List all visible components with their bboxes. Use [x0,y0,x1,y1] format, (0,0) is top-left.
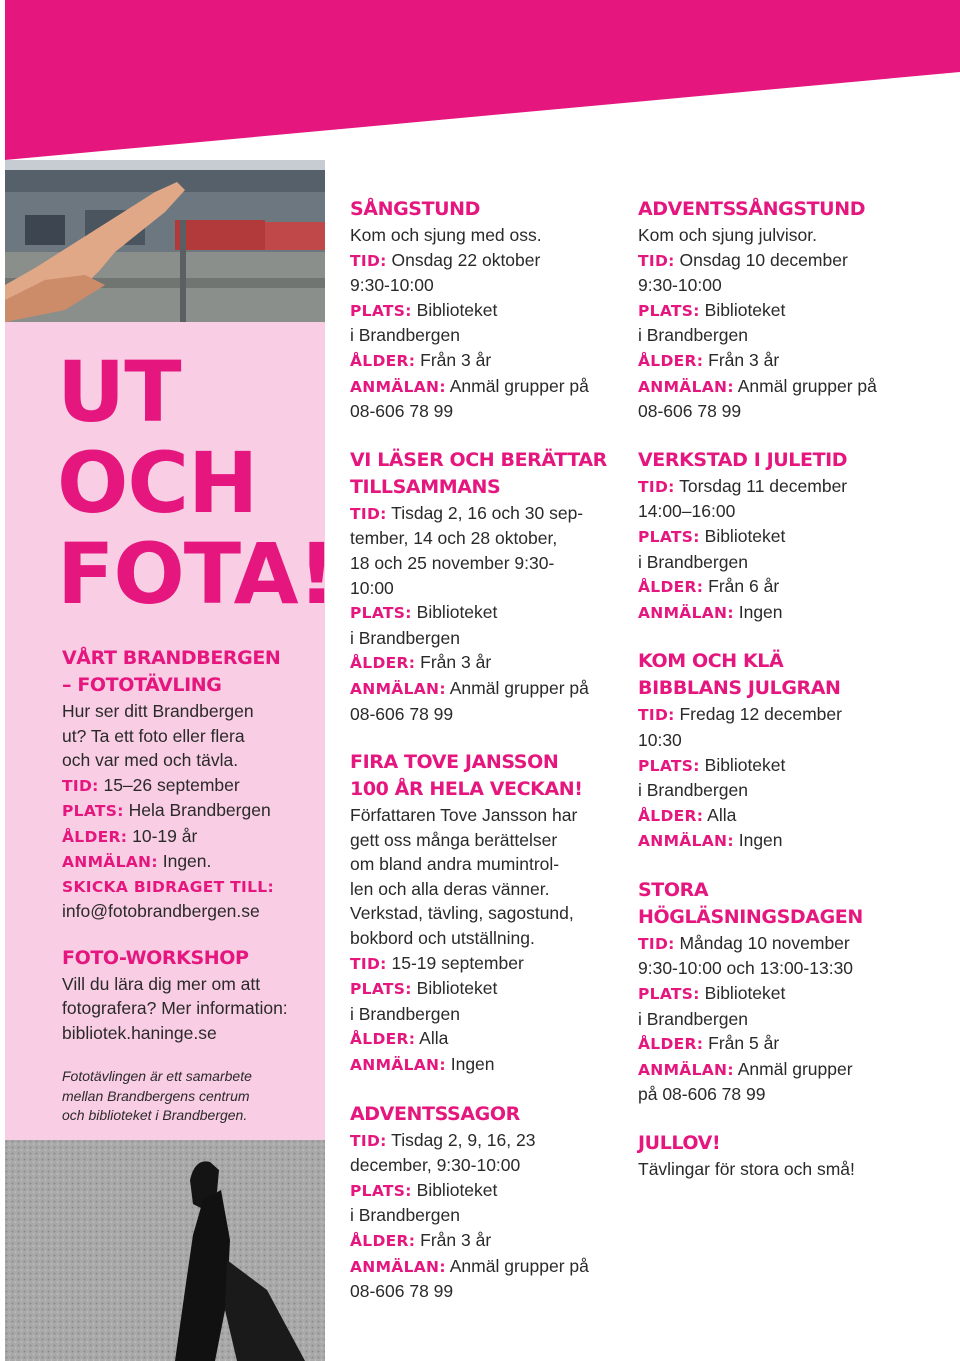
tid-value: Måndag 10 november [679,932,850,953]
event-jullov [638,1130,928,1182]
event-text-3: om bland andra mumintrol- [350,854,560,875]
alder-label: ÅLDER: [350,351,416,370]
plats-value: Biblioteket [704,983,786,1004]
event-tid-4: 10:00 [350,577,394,598]
photo-station-image [5,160,325,322]
event-alder [638,803,928,829]
anmalan-value: Ingen [738,601,783,622]
event-heading: VERKSTAD I JULETID [638,448,848,471]
anmalan-label: ANMÄLAN: [638,1060,734,1079]
plats-value: Hela Brandbergen [128,800,271,820]
event-julgran [638,648,928,854]
plats-label: PLATS: [350,1181,412,1200]
alder-value: Från 3 år [420,349,492,370]
hero-title [57,343,335,623]
event-anmalan [638,600,928,626]
event-text-5: Verkstad, tävling, sagostund, [350,903,574,924]
event-heading-2: HÖGLÄSNINGSDAGEN [638,905,863,928]
plats-value: Biblioteket [416,1179,498,1200]
plats-label: PLATS: [62,802,124,820]
tid-value: Onsdag 10 december [679,249,848,270]
alder-value: Från 3 år [420,1230,492,1250]
anmalan-label: ANMÄLAN: [638,377,734,396]
plats-label: PLATS: [638,756,700,775]
competition-heading-1: VÅRT BRANDBERGEN [62,647,281,669]
alder-value: Alla [707,804,737,825]
event-verkstad [638,447,928,626]
event-plats-2: i Brandbergen [638,325,748,346]
event-heading-1: VI LÄSER OCH BERÄTTAR [350,448,607,471]
event-tid-3: 18 och 25 november 9:30- [350,552,555,573]
event-plats-2: i Brandbergen [350,325,460,346]
competition-text-2: ut? Ta ett foto eller flera [62,725,245,746]
anmalan-label: ANMÄLAN: [350,679,446,698]
photo-legs-boots [5,1140,325,1361]
event-alder [638,574,928,600]
event-heading: ADVENTSSÅNGSTUND [638,198,866,220]
event-plats [350,298,640,324]
anmalan-value: Ingen. [162,851,212,871]
event-plats-2: i Brandbergen [638,780,748,801]
event-adventssangstund [638,196,928,424]
alder-value: 10-19 år [132,825,198,846]
event-anmalan [350,374,640,400]
competition-text-1: Hur ser ditt Brandbergen [62,701,254,721]
event-alder [638,1031,928,1057]
event-heading: ADVENTSSAGOR [350,1102,520,1125]
tid-label: TID: [62,776,99,795]
event-tid [350,501,640,527]
competition-heading-2: – FOTOTÄVLING [62,674,222,696]
event-tid [638,474,928,500]
anmalan-label: ANMÄLAN: [350,1257,446,1276]
plats-value: Biblioteket [704,299,786,320]
event-plats [638,981,928,1007]
tid-value: 15–26 september [103,774,240,795]
contest-email-link[interactable]: info@fotobrandbergen.se [62,901,260,921]
event-tid-2: 9:30-10:00 [638,275,722,296]
alder-value: Från 5 år [708,1033,780,1054]
event-heading-1: KOM OCH KLÄ [638,650,784,673]
alder-label: ÅLDER: [350,654,416,673]
hero-line-2: OCH [57,434,258,532]
event-plats-2: i Brandbergen [350,1205,460,1226]
competition-text-3: och var med och tävla. [62,750,239,770]
plats-label: PLATS: [638,301,700,320]
anmalan-value: Anmäl grupper på [449,1255,589,1276]
competition-anmalan [62,849,324,875]
event-heading-1: FIRA TOVE JANSSON [350,751,559,774]
alder-label: ÅLDER: [350,1232,416,1250]
event-anmalan [350,1052,640,1078]
anmalan-value: Ingen [738,830,783,851]
anmalan-value: Anmäl grupper på [449,375,589,396]
event-alder [638,348,928,374]
event-plats [638,753,928,779]
note-line-1: Fototävlingen är ett samarbete [62,1068,252,1084]
event-plats-2: i Brandbergen [638,1008,748,1029]
event-tid-2: 14:00–16:00 [638,501,736,522]
event-tid-2: 10:30 [638,729,682,750]
event-anmalan [638,1057,928,1083]
workshop-text-1: Vill du lära dig mer om att [62,973,261,994]
event-tid-2: 9:30-10:00 [350,275,434,296]
competition-alder [62,824,324,850]
workshop-link[interactable]: bibliotek.haninge.se [62,1022,217,1043]
plats-label: PLATS: [638,985,700,1004]
anmalan-label: ANMÄLAN: [350,1056,446,1075]
plats-label: PLATS: [638,527,700,546]
tid-label: TID: [638,477,675,496]
collaboration-note [62,1067,324,1126]
competition-plats [62,798,324,824]
alder-label: ÅLDER: [62,827,128,846]
event-phone: 08-606 78 99 [350,1281,454,1302]
anmalan-label: ANMÄLAN: [638,832,734,851]
anmalan-value: Anmäl grupper på [449,677,589,698]
plats-label: PLATS: [350,301,412,320]
plats-value: Biblioteket [416,602,498,623]
event-heading-2: 100 ÅR HELA VECKAN! [350,778,583,801]
event-tid-2: tember, 14 och 28 oktober, [350,528,558,549]
event-phone: på 08-606 78 99 [638,1084,766,1105]
event-intro: Kom och sjung med oss. [350,225,542,245]
page-title: BIBLIOTEKET I BRANDBERGEN [60,15,843,119]
event-heading-1: STORA [638,878,709,901]
photo-asphalt-image [5,1140,325,1361]
tid-value: 15-19 september [391,952,524,973]
alder-label: ÅLDER: [638,806,704,825]
event-tid-2: 9:30-10:00 och 13:00-13:30 [638,958,854,979]
hero-line-1: UT [57,343,181,441]
anmalan-label: ANMÄLAN: [350,377,446,396]
event-anmalan [350,1254,640,1280]
event-tid-2: december, 9:30-10:00 [350,1155,521,1176]
event-heading-2: TILLSAMMANS [350,475,501,498]
event-heading: SÅNGSTUND [350,198,481,220]
note-line-3: och biblioteket i Brandbergen. [62,1107,248,1123]
event-alder [350,348,640,374]
tid-label: TID: [350,954,387,973]
left-column [62,645,324,1126]
competition-tid [62,773,324,799]
event-alder [350,1026,640,1052]
event-plats-2: i Brandbergen [350,627,460,648]
tid-label: TID: [350,251,387,270]
hero-line-3: FOTA! [57,525,335,623]
event-plats [350,1178,640,1204]
event-tove-jansson [350,749,640,1078]
plats-value: Biblioteket [704,754,786,775]
alder-value: Alla [419,1028,449,1049]
alder-value: Från 3 år [708,349,780,370]
event-alder [350,650,640,676]
tid-value: Torsdag 11 december [679,475,848,496]
event-plats-2: i Brandbergen [350,1003,460,1024]
event-tid [350,951,640,977]
event-heading-2: BIBBLANS JULGRAN [638,677,841,700]
note-line-2: mellan Brandbergens centrum [62,1087,250,1104]
tid-value: Tisdag 2, 16 och 30 sep- [391,502,584,523]
tid-value: Fredag 12 december [679,704,842,725]
anmalan-value: Ingen [450,1054,495,1075]
plats-value: Biblioteket [416,299,498,320]
tid-label: TID: [350,504,387,523]
event-phone: 08-606 78 99 [638,401,742,422]
tid-label: TID: [638,934,675,953]
event-plats [638,298,928,324]
event-alder [350,1228,640,1254]
event-text-2: gett oss många berättelser [350,829,558,850]
event-text-1: Författaren Tove Jansson har [350,805,578,826]
event-anmalan [638,374,928,400]
anmalan-label: ANMÄLAN: [638,603,734,622]
event-phone: 08-606 78 99 [350,401,454,422]
alder-label: ÅLDER: [638,1035,704,1054]
tid-value: Onsdag 22 oktober [391,249,541,270]
event-tid [638,702,928,728]
alder-label: ÅLDER: [638,578,704,597]
alder-value: Från 3 år [420,652,492,673]
event-sangstund [350,196,640,424]
event-plats [350,976,640,1002]
plats-value: Biblioteket [416,978,498,999]
event-adventssagor [350,1101,640,1304]
event-hoglasningsdagen [638,877,928,1107]
events-column-2 [638,196,928,1205]
workshop-text-2: fotografera? Mer information: [62,998,288,1018]
header-banner [0,0,960,160]
alder-label: ÅLDER: [638,351,704,370]
event-tid [638,248,928,274]
event-tid [638,931,928,957]
events-column-1 [350,196,640,1327]
tid-label: TID: [638,251,675,270]
alder-label: ÅLDER: [350,1030,416,1049]
event-plats-2: i Brandbergen [638,551,748,572]
workshop-heading: FOTO-WORKSHOP [62,946,249,969]
photo-hand-pointing [5,160,325,322]
event-heading: JULLOV! [638,1132,721,1155]
event-text-4: len och alla deras vänner. [350,878,550,899]
anmalan-value: Anmäl grupper på [737,375,877,396]
alder-value: Från 6 år [708,576,780,597]
tid-label: TID: [638,706,675,725]
event-plats [638,524,928,550]
event-intro: Kom och sjung julvisor. [638,225,817,245]
plats-value: Biblioteket [704,525,786,546]
tid-value: Tisdag 2, 9, 16, 23 [391,1129,536,1150]
event-text-6: bokbord och utställning. [350,928,535,949]
tid-label: TID: [350,1131,387,1150]
plats-label: PLATS: [350,604,412,623]
plats-label: PLATS: [350,980,412,999]
submit-label: SKICKA BIDRAGET TILL: [62,877,274,896]
event-vi-laser [350,447,640,726]
event-text: Tävlingar för stora och små! [638,1159,855,1180]
event-plats [350,600,640,626]
event-tid [350,248,640,274]
event-anmalan [350,676,640,702]
event-tid [350,1128,640,1154]
event-phone: 08-606 78 99 [350,703,454,724]
event-anmalan [638,828,928,854]
anmalan-value: Anmäl grupper [737,1058,853,1079]
anmalan-label: ANMÄLAN: [62,853,158,871]
